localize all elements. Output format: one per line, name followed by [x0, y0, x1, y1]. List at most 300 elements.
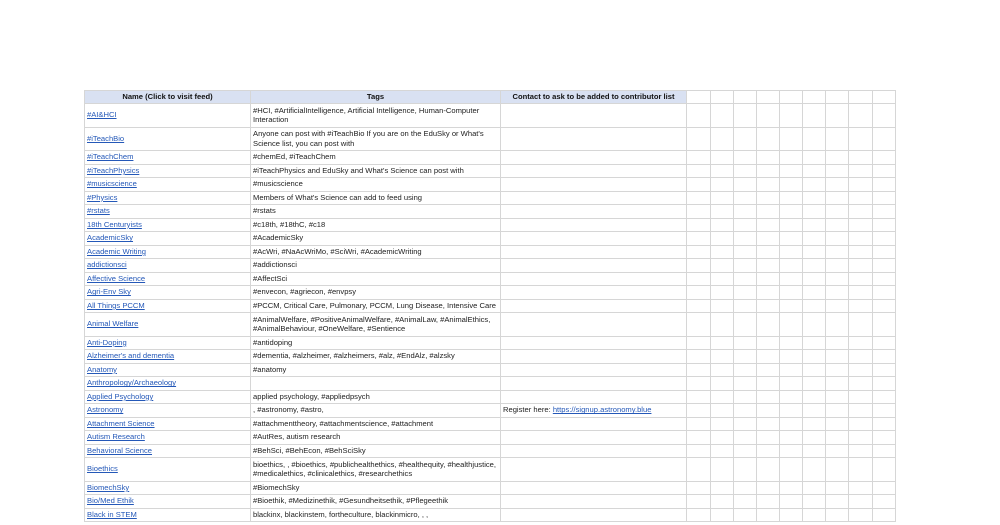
empty-cell[interactable]	[711, 164, 734, 178]
tags-cell[interactable]: #AcademicSky	[251, 232, 501, 246]
empty-cell[interactable]	[734, 178, 757, 192]
contact-cell[interactable]	[501, 313, 687, 337]
contact-cell[interactable]	[501, 104, 687, 128]
empty-cell[interactable]	[711, 218, 734, 232]
empty-cell[interactable]	[687, 481, 711, 495]
contact-cell[interactable]	[501, 286, 687, 300]
empty-cell[interactable]	[757, 299, 780, 313]
empty-cell[interactable]	[803, 286, 826, 300]
header-empty-cell[interactable]	[711, 91, 734, 104]
empty-cell[interactable]	[711, 191, 734, 205]
empty-cell[interactable]	[803, 390, 826, 404]
empty-cell[interactable]	[849, 272, 873, 286]
empty-cell[interactable]	[873, 458, 896, 482]
empty-cell[interactable]	[780, 363, 803, 377]
feed-link[interactable]: Anti-Doping	[87, 337, 127, 347]
feed-link[interactable]: Alzheimer's and dementia	[87, 351, 175, 361]
name-cell[interactable]	[85, 363, 251, 377]
empty-cell[interactable]	[687, 104, 711, 128]
name-cell[interactable]	[85, 390, 251, 404]
empty-cell[interactable]	[803, 232, 826, 246]
empty-cell[interactable]	[687, 313, 711, 337]
empty-cell[interactable]	[734, 377, 757, 391]
empty-cell[interactable]	[757, 232, 780, 246]
empty-cell[interactable]	[734, 205, 757, 219]
empty-cell[interactable]	[711, 404, 734, 418]
empty-cell[interactable]	[780, 245, 803, 259]
empty-cell[interactable]	[873, 404, 896, 418]
empty-cell[interactable]	[873, 313, 896, 337]
empty-cell[interactable]	[734, 245, 757, 259]
empty-cell[interactable]	[803, 191, 826, 205]
empty-cell[interactable]	[711, 363, 734, 377]
empty-cell[interactable]	[711, 458, 734, 482]
empty-cell[interactable]	[803, 259, 826, 273]
empty-cell[interactable]	[687, 151, 711, 165]
empty-cell[interactable]	[826, 495, 849, 509]
empty-cell[interactable]	[826, 127, 849, 151]
empty-cell[interactable]	[687, 299, 711, 313]
feed-link[interactable]: Animal Welfare	[87, 319, 139, 329]
empty-cell[interactable]	[757, 245, 780, 259]
feed-link[interactable]: Anthropology/Archaeology	[87, 378, 177, 388]
name-cell[interactable]	[85, 151, 251, 165]
feed-link[interactable]: #Physics	[87, 192, 118, 202]
empty-cell[interactable]	[803, 205, 826, 219]
empty-cell[interactable]	[826, 259, 849, 273]
feed-link[interactable]: Behavioral Science	[87, 445, 153, 455]
contact-cell[interactable]	[501, 390, 687, 404]
name-cell[interactable]	[85, 336, 251, 350]
empty-cell[interactable]	[849, 390, 873, 404]
empty-cell[interactable]	[734, 495, 757, 509]
empty-cell[interactable]	[849, 259, 873, 273]
empty-cell[interactable]	[849, 363, 873, 377]
empty-cell[interactable]	[849, 417, 873, 431]
empty-cell[interactable]	[873, 259, 896, 273]
tags-cell[interactable]: #rstats	[251, 205, 501, 219]
empty-cell[interactable]	[849, 178, 873, 192]
empty-cell[interactable]	[826, 191, 849, 205]
empty-cell[interactable]	[780, 191, 803, 205]
feed-link[interactable]: All Things PCCM	[87, 300, 145, 310]
empty-cell[interactable]	[873, 164, 896, 178]
header-tags[interactable]: Tags	[251, 91, 501, 104]
contact-cell[interactable]	[501, 164, 687, 178]
empty-cell[interactable]	[711, 350, 734, 364]
feed-link[interactable]: #iTeachBio	[87, 133, 125, 143]
empty-cell[interactable]	[803, 151, 826, 165]
name-cell[interactable]	[85, 245, 251, 259]
contact-cell[interactable]	[501, 127, 687, 151]
empty-cell[interactable]	[849, 286, 873, 300]
empty-cell[interactable]	[734, 444, 757, 458]
empty-cell[interactable]	[803, 104, 826, 128]
empty-cell[interactable]	[687, 390, 711, 404]
name-cell[interactable]	[85, 259, 251, 273]
empty-cell[interactable]	[711, 178, 734, 192]
empty-cell[interactable]	[757, 431, 780, 445]
empty-cell[interactable]	[734, 404, 757, 418]
empty-cell[interactable]	[873, 336, 896, 350]
name-cell[interactable]	[85, 313, 251, 337]
empty-cell[interactable]	[757, 444, 780, 458]
empty-cell[interactable]	[826, 508, 849, 522]
empty-cell[interactable]	[873, 508, 896, 522]
empty-cell[interactable]	[711, 286, 734, 300]
feed-link[interactable]: Autism Research	[87, 432, 145, 442]
tags-cell[interactable]: , #astronomy, #astro,	[251, 404, 501, 418]
empty-cell[interactable]	[780, 104, 803, 128]
empty-cell[interactable]	[826, 151, 849, 165]
empty-cell[interactable]	[757, 127, 780, 151]
empty-cell[interactable]	[826, 218, 849, 232]
contact-cell[interactable]	[501, 151, 687, 165]
empty-cell[interactable]	[734, 481, 757, 495]
empty-cell[interactable]	[687, 245, 711, 259]
name-cell[interactable]	[85, 299, 251, 313]
empty-cell[interactable]	[757, 191, 780, 205]
name-cell[interactable]	[85, 444, 251, 458]
empty-cell[interactable]	[780, 164, 803, 178]
empty-cell[interactable]	[780, 350, 803, 364]
name-cell[interactable]	[85, 481, 251, 495]
tags-cell[interactable]: #c18th, #18thC, #c18	[251, 218, 501, 232]
contact-cell[interactable]	[501, 191, 687, 205]
empty-cell[interactable]	[711, 104, 734, 128]
empty-cell[interactable]	[849, 508, 873, 522]
empty-cell[interactable]	[873, 444, 896, 458]
name-cell[interactable]	[85, 205, 251, 219]
name-cell[interactable]	[85, 377, 251, 391]
header-name[interactable]: Name (Click to visit feed)	[85, 91, 251, 104]
empty-cell[interactable]	[849, 151, 873, 165]
tags-cell[interactable]: #AutRes, autism research	[251, 431, 501, 445]
empty-cell[interactable]	[687, 286, 711, 300]
empty-cell[interactable]	[687, 495, 711, 509]
empty-cell[interactable]	[780, 205, 803, 219]
empty-cell[interactable]	[873, 417, 896, 431]
empty-cell[interactable]	[849, 495, 873, 509]
empty-cell[interactable]	[687, 508, 711, 522]
name-cell[interactable]	[85, 272, 251, 286]
empty-cell[interactable]	[711, 151, 734, 165]
empty-cell[interactable]	[826, 444, 849, 458]
tags-cell[interactable]	[251, 377, 501, 391]
empty-cell[interactable]	[757, 272, 780, 286]
empty-cell[interactable]	[803, 178, 826, 192]
empty-cell[interactable]	[687, 191, 711, 205]
empty-cell[interactable]	[757, 313, 780, 337]
empty-cell[interactable]	[849, 458, 873, 482]
tags-cell[interactable]: #AffectSci	[251, 272, 501, 286]
header-empty-cell[interactable]	[687, 91, 711, 104]
tags-cell[interactable]: #Bioethik, #Medizinethik, #Gesundheitsethik, #Pflegeethik	[251, 495, 501, 509]
tags-cell[interactable]: #PCCM, Critical Care, Pulmonary, PCCM, Lung Disease, Intensive Care	[251, 299, 501, 313]
empty-cell[interactable]	[803, 272, 826, 286]
empty-cell[interactable]	[734, 313, 757, 337]
tags-cell[interactable]: applied psychology, #appliedpsych	[251, 390, 501, 404]
name-cell[interactable]	[85, 458, 251, 482]
feed-link[interactable]: #iTeachChem	[87, 152, 134, 162]
empty-cell[interactable]	[687, 218, 711, 232]
contact-cell[interactable]	[501, 377, 687, 391]
empty-cell[interactable]	[873, 205, 896, 219]
tags-cell[interactable]: #iTeachPhysics and EduSky and What's Science can post with	[251, 164, 501, 178]
empty-cell[interactable]	[849, 350, 873, 364]
empty-cell[interactable]	[711, 495, 734, 509]
empty-cell[interactable]	[780, 218, 803, 232]
empty-cell[interactable]	[826, 232, 849, 246]
empty-cell[interactable]	[873, 191, 896, 205]
empty-cell[interactable]	[687, 178, 711, 192]
empty-cell[interactable]	[849, 127, 873, 151]
empty-cell[interactable]	[873, 363, 896, 377]
empty-cell[interactable]	[803, 245, 826, 259]
empty-cell[interactable]	[757, 218, 780, 232]
feed-link[interactable]: Astronomy	[87, 405, 124, 415]
empty-cell[interactable]	[803, 404, 826, 418]
empty-cell[interactable]	[826, 377, 849, 391]
empty-cell[interactable]	[734, 127, 757, 151]
empty-cell[interactable]	[711, 259, 734, 273]
header-empty-cell[interactable]	[873, 91, 896, 104]
empty-cell[interactable]	[873, 431, 896, 445]
empty-cell[interactable]	[757, 377, 780, 391]
empty-cell[interactable]	[734, 458, 757, 482]
tags-cell[interactable]: #envecon, #agriecon, #envpsy	[251, 286, 501, 300]
empty-cell[interactable]	[780, 508, 803, 522]
empty-cell[interactable]	[849, 444, 873, 458]
empty-cell[interactable]	[873, 232, 896, 246]
empty-cell[interactable]	[826, 431, 849, 445]
feed-link[interactable]: Affective Science	[87, 273, 146, 283]
empty-cell[interactable]	[873, 495, 896, 509]
contact-cell[interactable]	[501, 444, 687, 458]
contact-cell[interactable]	[501, 259, 687, 273]
name-cell[interactable]	[85, 127, 251, 151]
contact-cell[interactable]	[501, 404, 687, 418]
empty-cell[interactable]	[757, 495, 780, 509]
empty-cell[interactable]	[849, 336, 873, 350]
empty-cell[interactable]	[687, 350, 711, 364]
header-empty-cell[interactable]	[826, 91, 849, 104]
contact-cell[interactable]	[501, 458, 687, 482]
tags-cell[interactable]: #attachmenttheory, #attachmentscience, #attachment	[251, 417, 501, 431]
empty-cell[interactable]	[780, 178, 803, 192]
empty-cell[interactable]	[687, 232, 711, 246]
empty-cell[interactable]	[734, 363, 757, 377]
empty-cell[interactable]	[687, 431, 711, 445]
tags-cell[interactable]: #HCI, #ArtificialIntelligence, Artificial Intelligence, Human-Computer Interaction	[251, 104, 501, 128]
feed-link[interactable]: Academic Writing	[87, 246, 146, 256]
name-cell[interactable]	[85, 508, 251, 522]
empty-cell[interactable]	[780, 481, 803, 495]
name-cell[interactable]	[85, 495, 251, 509]
contact-cell[interactable]	[501, 218, 687, 232]
empty-cell[interactable]	[849, 299, 873, 313]
empty-cell[interactable]	[711, 390, 734, 404]
empty-cell[interactable]	[757, 164, 780, 178]
empty-cell[interactable]	[849, 104, 873, 128]
empty-cell[interactable]	[849, 313, 873, 337]
name-cell[interactable]	[85, 404, 251, 418]
empty-cell[interactable]	[687, 458, 711, 482]
empty-cell[interactable]	[826, 272, 849, 286]
empty-cell[interactable]	[711, 272, 734, 286]
empty-cell[interactable]	[734, 218, 757, 232]
empty-cell[interactable]	[734, 350, 757, 364]
empty-cell[interactable]	[780, 151, 803, 165]
feed-link[interactable]: Agri-Env Sky	[87, 287, 131, 297]
feed-link[interactable]: Attachment Science	[87, 418, 155, 428]
empty-cell[interactable]	[803, 377, 826, 391]
empty-cell[interactable]	[780, 286, 803, 300]
empty-cell[interactable]	[734, 191, 757, 205]
contact-cell[interactable]	[501, 272, 687, 286]
header-empty-cell[interactable]	[734, 91, 757, 104]
contact-link[interactable]: https://signup.astronomy.blue	[552, 405, 652, 415]
contact-cell[interactable]	[501, 495, 687, 509]
empty-cell[interactable]	[734, 299, 757, 313]
empty-cell[interactable]	[780, 377, 803, 391]
contact-cell[interactable]	[501, 417, 687, 431]
feed-link[interactable]: #rstats	[87, 206, 110, 216]
empty-cell[interactable]	[826, 245, 849, 259]
empty-cell[interactable]	[780, 336, 803, 350]
header-contact[interactable]: Contact to ask to be added to contributor list	[501, 91, 687, 104]
contact-cell[interactable]	[501, 205, 687, 219]
tags-cell[interactable]: #BiomechSky	[251, 481, 501, 495]
empty-cell[interactable]	[711, 245, 734, 259]
empty-cell[interactable]	[711, 205, 734, 219]
empty-cell[interactable]	[826, 390, 849, 404]
empty-cell[interactable]	[849, 431, 873, 445]
empty-cell[interactable]	[780, 313, 803, 337]
contact-cell[interactable]	[501, 232, 687, 246]
empty-cell[interactable]	[803, 495, 826, 509]
feed-link[interactable]: #AI&HCI	[87, 110, 117, 120]
empty-cell[interactable]	[873, 286, 896, 300]
empty-cell[interactable]	[849, 205, 873, 219]
tags-cell[interactable]: #chemEd, #iTeachChem	[251, 151, 501, 165]
feed-link[interactable]: 18th Centuryists	[87, 219, 142, 229]
empty-cell[interactable]	[803, 508, 826, 522]
empty-cell[interactable]	[826, 164, 849, 178]
tags-cell[interactable]: #dementia, #alzheimer, #alzheimers, #alz, #EndAlz, #alzsky	[251, 350, 501, 364]
empty-cell[interactable]	[687, 127, 711, 151]
empty-cell[interactable]	[734, 417, 757, 431]
empty-cell[interactable]	[873, 178, 896, 192]
empty-cell[interactable]	[826, 458, 849, 482]
empty-cell[interactable]	[849, 164, 873, 178]
empty-cell[interactable]	[757, 286, 780, 300]
empty-cell[interactable]	[734, 259, 757, 273]
empty-cell[interactable]	[780, 299, 803, 313]
tags-cell[interactable]: #antidoping	[251, 336, 501, 350]
contact-cell[interactable]	[501, 178, 687, 192]
empty-cell[interactable]	[780, 232, 803, 246]
feed-link[interactable]: Anatomy	[87, 364, 117, 374]
tags-cell[interactable]: blackinx, blackinstem, fortheculture, blackinmicro, , ,	[251, 508, 501, 522]
empty-cell[interactable]	[803, 350, 826, 364]
empty-cell[interactable]	[826, 417, 849, 431]
empty-cell[interactable]	[780, 404, 803, 418]
empty-cell[interactable]	[803, 218, 826, 232]
contact-cell[interactable]	[501, 431, 687, 445]
tags-cell[interactable]: #addictionsci	[251, 259, 501, 273]
empty-cell[interactable]	[711, 313, 734, 337]
empty-cell[interactable]	[803, 481, 826, 495]
empty-cell[interactable]	[780, 495, 803, 509]
empty-cell[interactable]	[687, 336, 711, 350]
empty-cell[interactable]	[757, 104, 780, 128]
feed-link[interactable]: #musicscience	[87, 179, 137, 189]
empty-cell[interactable]	[826, 104, 849, 128]
header-empty-cell[interactable]	[803, 91, 826, 104]
empty-cell[interactable]	[757, 336, 780, 350]
contact-cell[interactable]	[501, 363, 687, 377]
feed-link[interactable]: Applied Psychology	[87, 391, 154, 401]
empty-cell[interactable]	[757, 151, 780, 165]
empty-cell[interactable]	[826, 313, 849, 337]
empty-cell[interactable]	[849, 404, 873, 418]
empty-cell[interactable]	[849, 377, 873, 391]
empty-cell[interactable]	[757, 417, 780, 431]
tags-cell[interactable]: bioethics, , #bioethics, #publichealthethics, #healthequity, #healthjustice, #medicalethics, #clinicalethics, #researchethics	[251, 458, 501, 482]
feed-link[interactable]: Bio/Med Ethik	[87, 496, 134, 506]
contact-cell[interactable]	[501, 508, 687, 522]
empty-cell[interactable]	[873, 390, 896, 404]
empty-cell[interactable]	[734, 508, 757, 522]
empty-cell[interactable]	[873, 151, 896, 165]
tags-cell[interactable]: #AcWri, #NaAcWriMo, #SciWri, #AcademicWriting	[251, 245, 501, 259]
empty-cell[interactable]	[873, 350, 896, 364]
tags-cell[interactable]: Anyone can post with #iTeachBio If you are on the EduSky or What's Science list, you can post with	[251, 127, 501, 151]
empty-cell[interactable]	[757, 350, 780, 364]
empty-cell[interactable]	[711, 299, 734, 313]
empty-cell[interactable]	[780, 458, 803, 482]
tags-cell[interactable]: Members of What's Science can add to feed using	[251, 191, 501, 205]
empty-cell[interactable]	[849, 191, 873, 205]
empty-cell[interactable]	[687, 259, 711, 273]
empty-cell[interactable]	[687, 404, 711, 418]
empty-cell[interactable]	[757, 178, 780, 192]
empty-cell[interactable]	[734, 390, 757, 404]
tags-cell[interactable]: #AnimalWelfare, #PositiveAnimalWelfare, #AnimalLaw, #AnimalEthics, #AnimalBehaviour, #OneWelfare, #Sentience	[251, 313, 501, 337]
empty-cell[interactable]	[849, 481, 873, 495]
name-cell[interactable]	[85, 431, 251, 445]
empty-cell[interactable]	[849, 232, 873, 246]
empty-cell[interactable]	[757, 259, 780, 273]
empty-cell[interactable]	[780, 417, 803, 431]
contact-cell[interactable]	[501, 336, 687, 350]
empty-cell[interactable]	[734, 151, 757, 165]
contact-cell[interactable]	[501, 481, 687, 495]
empty-cell[interactable]	[687, 205, 711, 219]
empty-cell[interactable]	[803, 164, 826, 178]
header-empty-cell[interactable]	[780, 91, 803, 104]
header-empty-cell[interactable]	[757, 91, 780, 104]
name-cell[interactable]	[85, 164, 251, 178]
tags-cell[interactable]: #musicscience	[251, 178, 501, 192]
empty-cell[interactable]	[803, 417, 826, 431]
empty-cell[interactable]	[734, 336, 757, 350]
empty-cell[interactable]	[780, 272, 803, 286]
empty-cell[interactable]	[803, 431, 826, 445]
name-cell[interactable]	[85, 178, 251, 192]
empty-cell[interactable]	[849, 218, 873, 232]
